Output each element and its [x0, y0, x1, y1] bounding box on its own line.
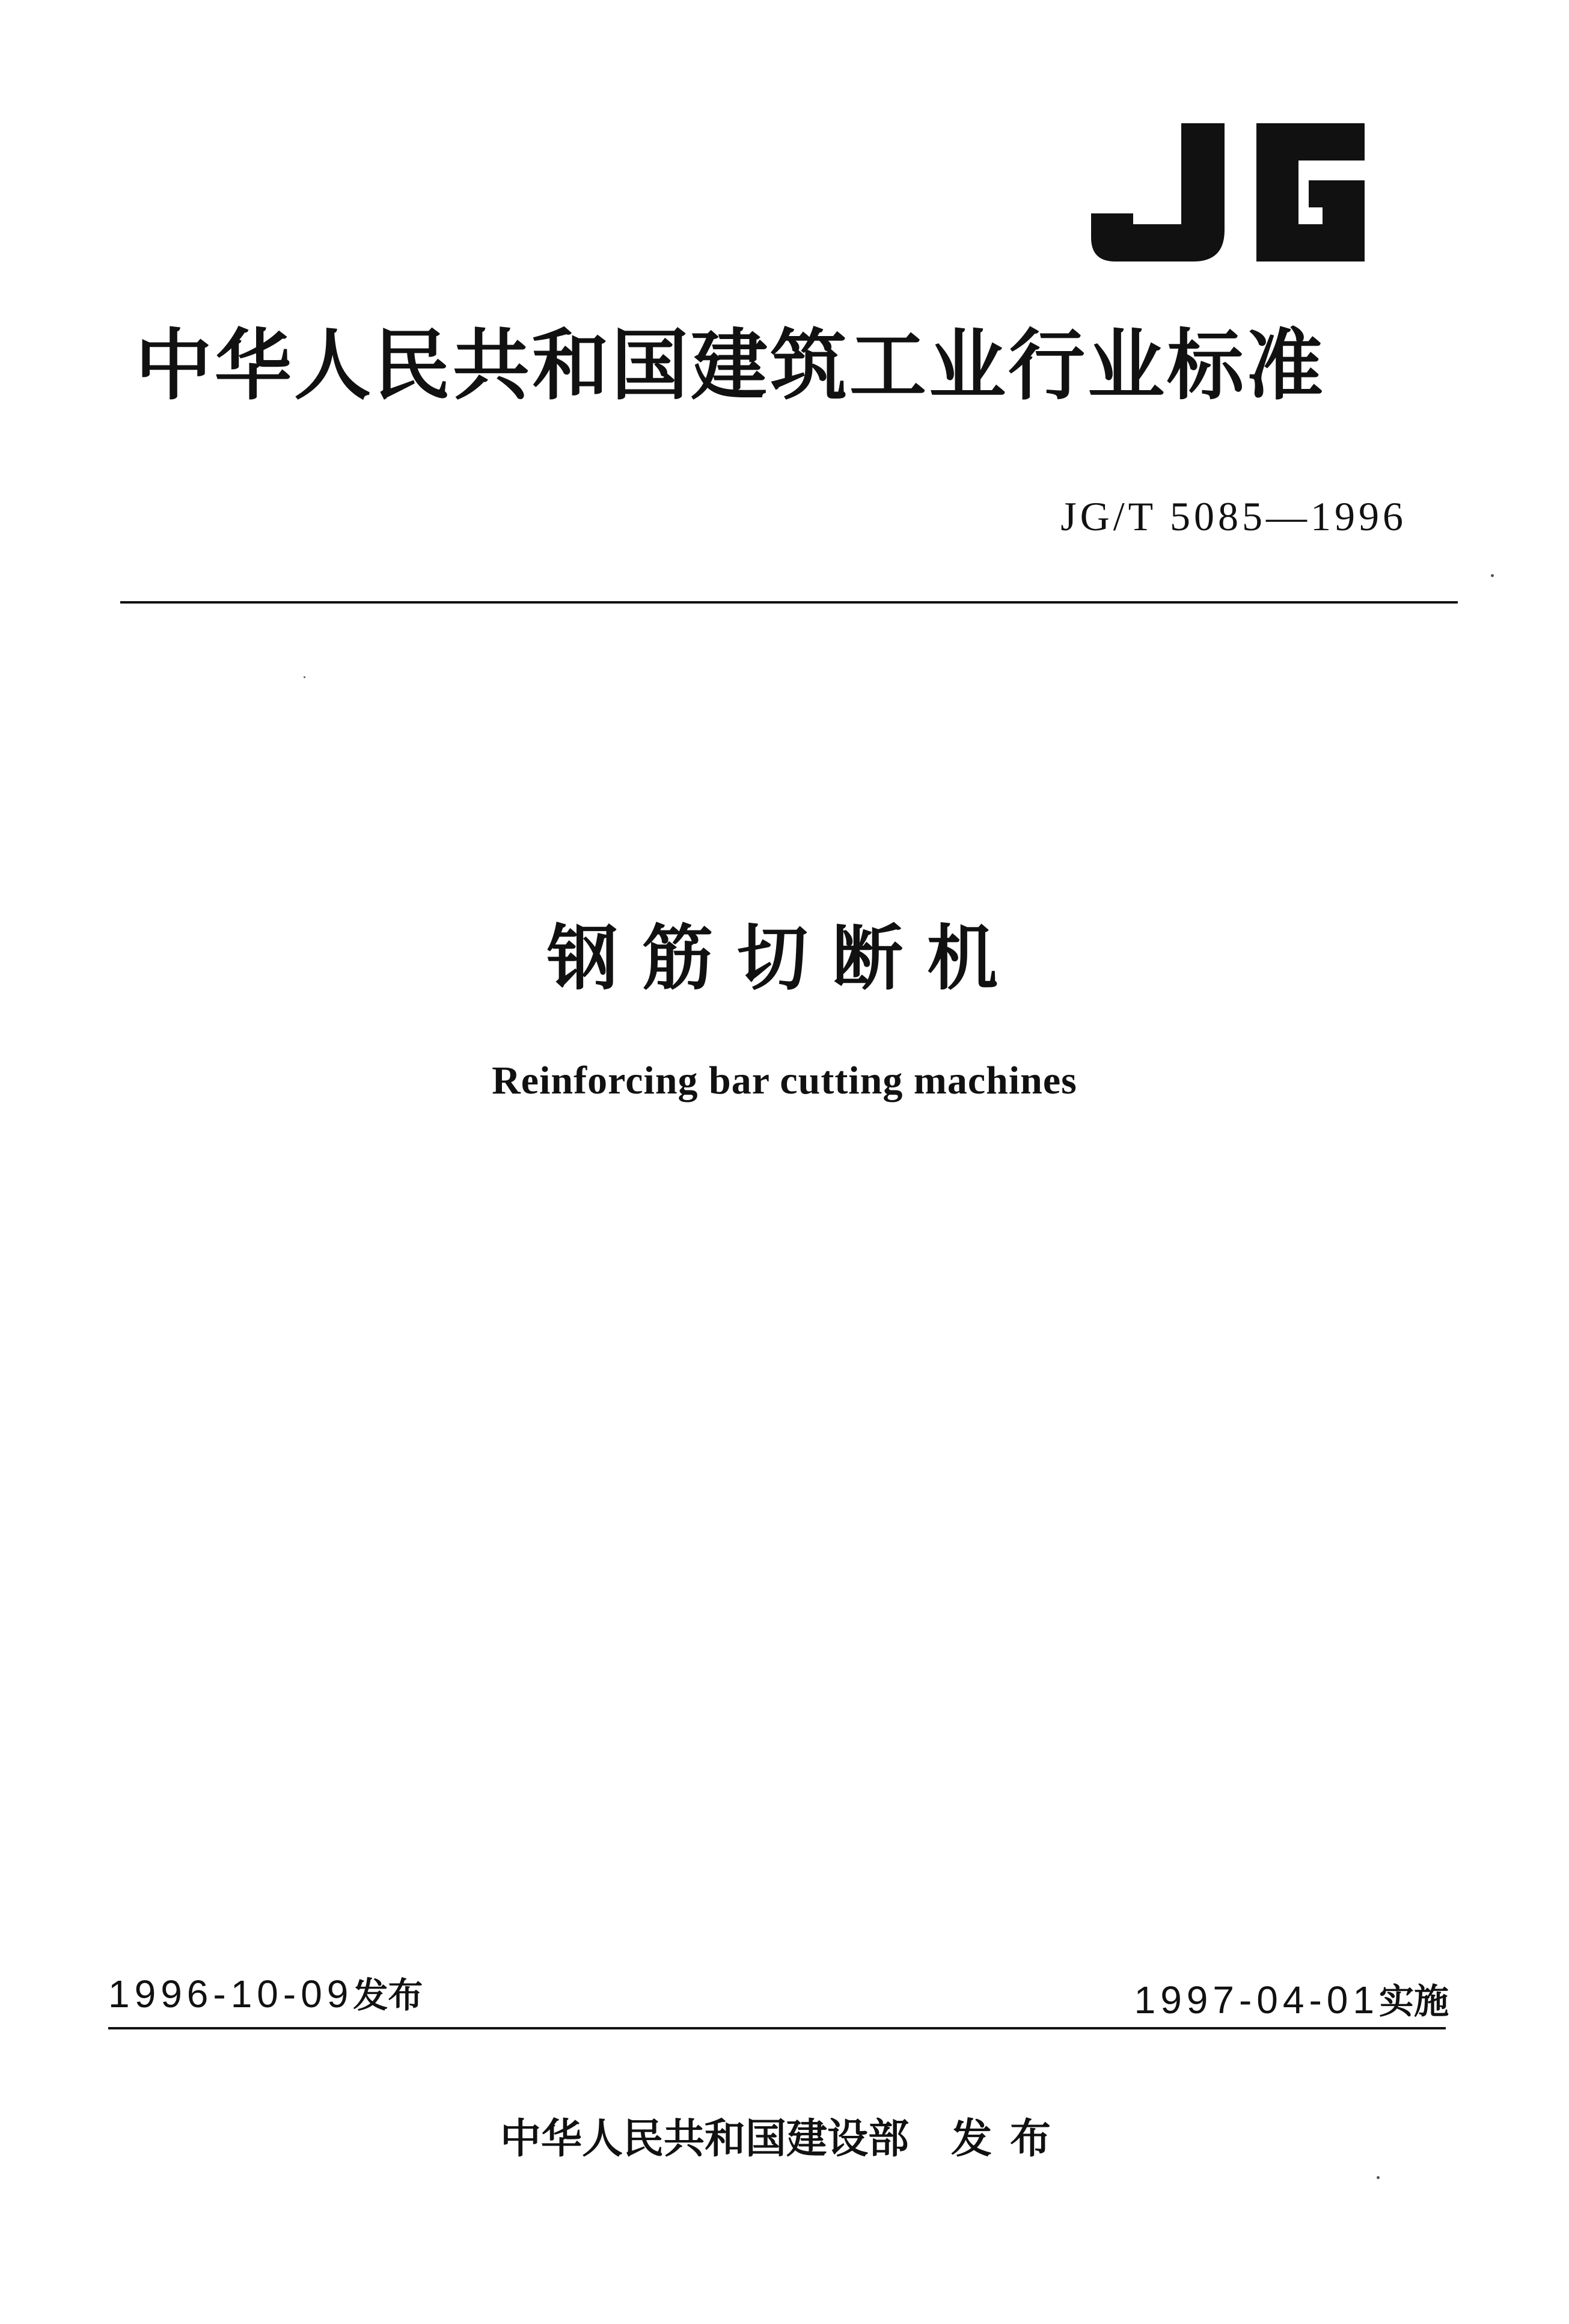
logo-letter-j: [1091, 123, 1225, 261]
scan-speck: [1377, 2176, 1380, 2179]
document-title-english: Reinforcing bar cutting machines: [492, 1059, 1077, 1102]
publisher-action: 发布: [951, 2115, 1069, 2163]
scan-speck: [304, 676, 305, 678]
publisher-line: [0, 2115, 1569, 2163]
standard-title: 中华人民共和国建筑工业行业标准: [135, 321, 1326, 411]
implementation-date-label: 实施: [1378, 1981, 1449, 2022]
implementation-date: [1134, 1978, 1449, 2022]
publisher-name: 中华人民共和国建设部: [500, 2115, 909, 2163]
standard-code: JG/T 5085—1996: [1060, 494, 1407, 539]
jg-logo: [1091, 123, 1365, 261]
issue-date-value: 1996-10-09: [108, 1972, 353, 2016]
issue-date-label: 发布: [353, 1975, 423, 2016]
document-title-chinese: 钢筋切断机: [546, 917, 1022, 1000]
date-divider: [108, 2027, 1446, 2029]
implementation-date-value: 1997-04-01: [1134, 1978, 1379, 2022]
issue-date: [108, 1972, 423, 2016]
logo-letter-g: [1256, 123, 1365, 261]
scan-speck: [1491, 574, 1494, 577]
header-divider: [120, 601, 1458, 604]
